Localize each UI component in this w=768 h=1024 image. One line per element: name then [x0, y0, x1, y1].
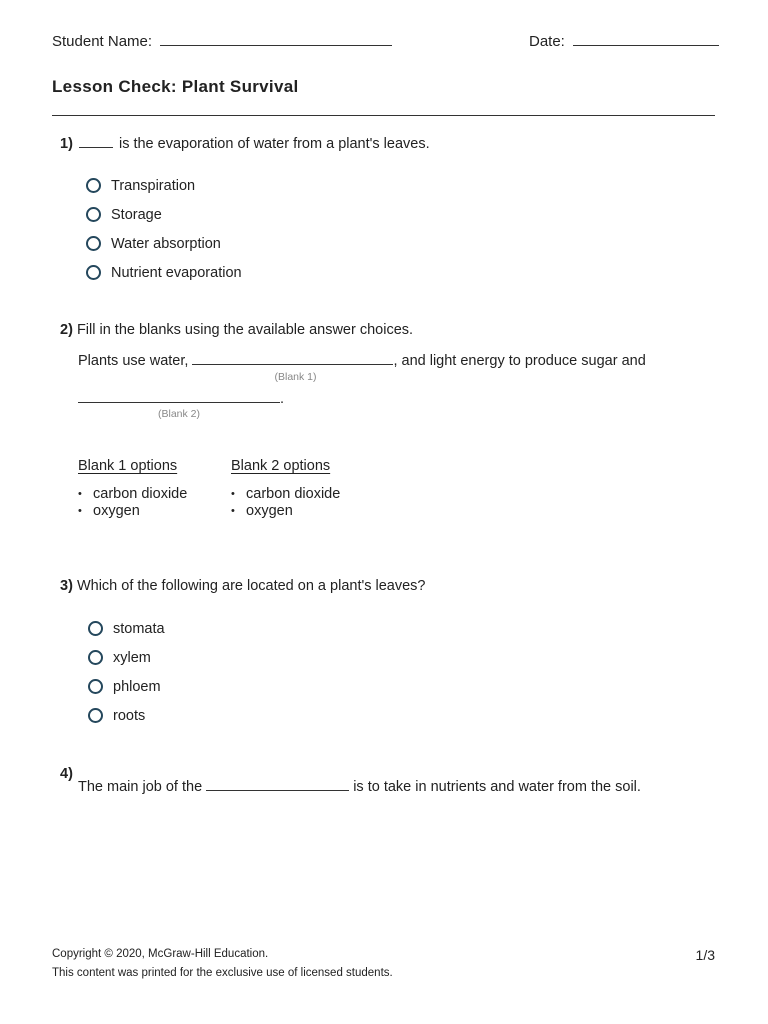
radio-button[interactable]	[88, 621, 103, 636]
list-item: • oxygen	[78, 503, 187, 520]
question-1-blank[interactable]	[79, 135, 113, 148]
question-2-number: 2)	[60, 322, 73, 338]
list-item: • carbon dioxide	[231, 486, 340, 503]
question-4-text-end: is to take in nutrients and water from the soil.	[353, 779, 641, 795]
footer-notice: This content was printed for the exclusive use of licensed students.	[52, 967, 393, 979]
question-2	[60, 322, 413, 338]
title-divider	[52, 115, 715, 116]
question-3-text: Which of the following are located on a plant's leaves?	[76, 578, 426, 594]
blank-2-caption: (Blank 2)	[157, 408, 200, 420]
sentence-middle: , and light energy to produce sugar and	[393, 353, 646, 369]
question-2-instruction: Fill in the blanks using the available answer choices.	[76, 322, 414, 338]
option-label: xylem	[113, 649, 151, 666]
question-1-text: is the evaporation of water from a plant's leaves.	[118, 136, 430, 152]
footer-copyright: Copyright © 2020, McGraw-Hill Education.	[52, 948, 269, 960]
q3-option-1[interactable]	[88, 614, 165, 643]
question-4-text-start: The main job of the	[78, 779, 203, 795]
question-3-number: 3)	[60, 578, 73, 594]
list-item: • oxygen	[231, 503, 340, 520]
question-1-options	[86, 171, 242, 287]
q1-option-3[interactable]	[86, 229, 242, 258]
sentence-end: .	[280, 391, 285, 407]
question-2-sentence-line-2	[78, 389, 284, 407]
question-1-number: 1)	[60, 136, 73, 152]
blank-2-options-list	[231, 486, 340, 520]
question-4	[78, 777, 641, 795]
option-label: stomata	[113, 620, 165, 637]
date-row	[529, 31, 719, 50]
radio-button[interactable]	[86, 265, 101, 280]
blank-1-options-header: Blank 1 options	[78, 458, 178, 474]
blank-1-options	[78, 458, 187, 520]
q1-option-1[interactable]	[86, 171, 242, 200]
question-2-sentence-line-1	[78, 351, 646, 369]
radio-button[interactable]	[88, 650, 103, 665]
option-label: roots	[113, 707, 146, 724]
list-item: • carbon dioxide	[78, 486, 187, 503]
student-name-row	[52, 31, 392, 50]
radio-button[interactable]	[86, 236, 101, 251]
blank-1-caption: (Blank 1)	[274, 371, 317, 383]
blank-1-field[interactable]	[192, 351, 393, 365]
radio-button[interactable]	[86, 178, 101, 193]
q1-option-2[interactable]	[86, 200, 242, 229]
question-3-options	[88, 614, 165, 730]
blank-2-options-header: Blank 2 options	[231, 458, 331, 474]
question-4-number: 4)	[60, 766, 73, 782]
option-label: Transpiration	[111, 177, 196, 194]
option-label: phloem	[113, 678, 161, 695]
student-name-field[interactable]	[160, 31, 392, 46]
sentence-start: Plants use water,	[78, 353, 189, 369]
radio-button[interactable]	[86, 207, 101, 222]
option-label: Storage	[111, 206, 162, 223]
radio-button[interactable]	[88, 708, 103, 723]
blank-1-options-list	[78, 486, 187, 520]
blank-2-options	[231, 458, 340, 520]
question-3	[60, 578, 426, 594]
blank-2-field[interactable]	[78, 389, 280, 403]
q3-option-3[interactable]	[88, 672, 165, 701]
q1-option-4[interactable]	[86, 258, 242, 287]
question-1	[60, 135, 430, 152]
radio-button[interactable]	[88, 679, 103, 694]
date-label: Date:	[529, 33, 565, 50]
q3-option-4[interactable]	[88, 701, 165, 730]
question-4-blank[interactable]	[206, 777, 349, 791]
option-label: Water absorption	[111, 235, 221, 252]
option-label: Nutrient evaporation	[111, 264, 242, 281]
page-title: Lesson Check: Plant Survival	[52, 77, 299, 96]
date-field[interactable]	[573, 31, 719, 46]
page-number: 1/3	[695, 947, 715, 963]
student-name-label: Student Name:	[52, 33, 153, 50]
q3-option-2[interactable]	[88, 643, 165, 672]
